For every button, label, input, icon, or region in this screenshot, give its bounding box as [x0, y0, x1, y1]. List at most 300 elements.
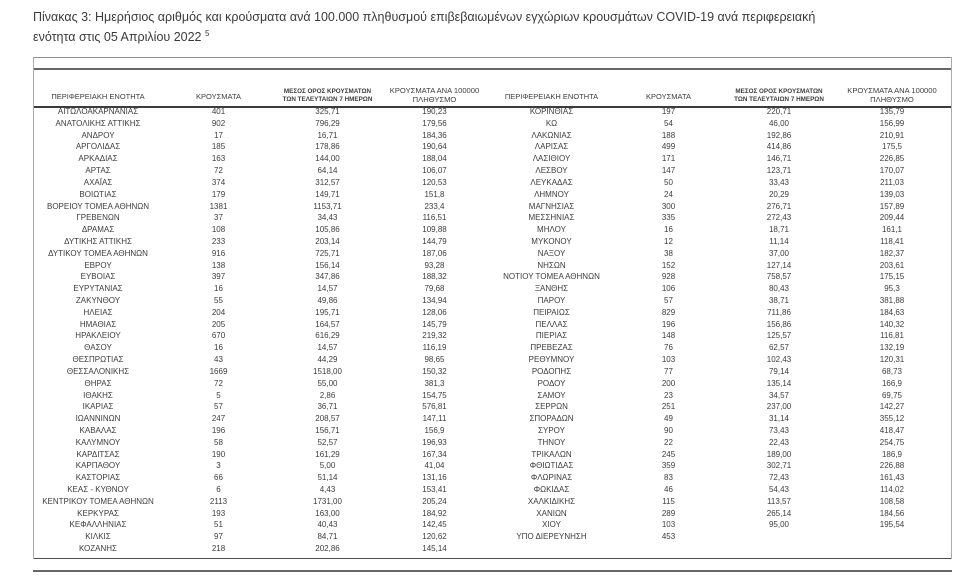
table-row	[35, 153, 490, 165]
region-cell: ΔΥΤΙΚΗΣ ΑΤΤΙΚΗΣ	[64, 236, 132, 246]
per100k-cell: 157,89	[879, 201, 905, 211]
region-cell: ΠΡΕΒΕΖΑΣ	[530, 343, 573, 353]
avg7-cell: 265,14	[766, 508, 792, 518]
cases-cell: 152	[661, 260, 676, 270]
avg7-cell: 1731,00	[313, 496, 342, 506]
table-bottom-thin-rule	[33, 558, 952, 559]
cases-cell: 72	[214, 378, 223, 388]
region-cell: ΧΙΟΥ	[542, 520, 561, 530]
region-cell: ΠΑΡΟΥ	[537, 296, 566, 305]
avg7-cell: 80,43	[768, 284, 790, 294]
cases-cell: 57	[214, 402, 223, 412]
table-right-border	[951, 57, 952, 559]
per100k-cell: 175,15	[879, 272, 905, 282]
per100k-cell: 116,81	[880, 331, 904, 341]
per100k-cell: 69,75	[881, 390, 903, 400]
cases-cell: 204	[211, 307, 226, 317]
table-row	[35, 201, 490, 213]
table-row	[35, 519, 490, 531]
per100k-cell: 166,9	[881, 378, 903, 388]
cases-cell: 16	[214, 284, 223, 294]
region-cell: ΠΕΙΡΑΙΩΣ	[533, 307, 570, 317]
region-cell: ΦΘΙΩΤΙΔΑΣ	[529, 461, 574, 471]
cases-cell: 108	[211, 225, 226, 235]
per100k-cell: 156,99	[879, 118, 905, 128]
region-cell: ΙΩΑΝΝΙΝΩΝ	[75, 414, 121, 424]
avg7-cell: 33,43	[768, 177, 790, 187]
per100k-cell: 179,56	[422, 118, 447, 128]
per100k-cell: 190,23	[422, 107, 447, 116]
avg7-cell: 302,71	[766, 461, 792, 471]
table-row	[490, 330, 950, 342]
cases-cell: 359	[661, 461, 676, 471]
table-bottom-thick-rule	[33, 570, 952, 572]
table-row	[490, 531, 950, 543]
region-cell: ΧΑΛΚΙΔΙΚΗΣ	[527, 496, 576, 506]
avg7-cell: 202,86	[315, 544, 340, 554]
per100k-cell: 381,3	[424, 378, 445, 388]
per100k-cell: 142,45	[422, 520, 447, 530]
cases-cell: 90	[664, 425, 673, 435]
table-row	[35, 496, 490, 508]
region-cell: ΝΟΤΙΟΥ ΤΟΜΕΑ ΑΘΗΝΩΝ	[503, 272, 600, 282]
table-row	[35, 330, 490, 342]
cases-cell: 829	[661, 307, 676, 317]
region-cell: ΧΑΝΙΩΝ	[536, 508, 567, 518]
cases-cell: 3	[216, 461, 221, 471]
cases-cell: 37	[214, 213, 223, 223]
per100k-cell: 132,19	[879, 343, 905, 353]
per100k-cell: 187,06	[422, 248, 447, 258]
table-row	[35, 165, 490, 177]
table-row	[35, 212, 490, 224]
header-region: ΠΕΡΙΦΕΡΕΙΑΚΗ ΕΝΟΤΗΤΑ	[51, 92, 145, 101]
avg7-cell: 46,00	[768, 118, 790, 128]
cases-cell: 2113	[209, 496, 228, 506]
table-row	[490, 366, 950, 378]
table-row	[35, 401, 490, 413]
per100k-cell: 184,36	[422, 130, 447, 140]
cases-cell: 499	[661, 142, 676, 152]
table-row	[35, 449, 490, 461]
data-table	[33, 57, 952, 573]
avg7-cell: 16,71	[317, 130, 338, 140]
per100k-cell	[834, 531, 950, 543]
table-row	[490, 437, 950, 449]
avg7-cell: 758,57	[766, 272, 792, 282]
region-cell: ΕΥΡΥΤΑΝΙΑΣ	[73, 284, 123, 294]
avg7-cell: 189,00	[766, 449, 792, 459]
cases-cell: 103	[661, 520, 676, 530]
table-row	[490, 271, 950, 283]
table-row	[490, 260, 950, 272]
avg7-cell: 11,14	[769, 236, 789, 246]
table-row	[490, 390, 950, 402]
header-avg7: ΜΕΣΟΣ ΟΡΟΣ ΚΡΟΥΣΜΑΤΩΝ ΤΩΝ ΤΕΛΕΥΤΑΙΩΝ 7 ΗΜΕΡΩΝ	[734, 88, 824, 104]
page-title-line1: Πίνακας 3: Ημερήσιος αριθμός και κρούσματα ανά 100.000 πληθυσμού επιβεβαιωμένων εγχώριων κρουσμάτων COVID-19 ανά περιφερειακή	[33, 10, 816, 24]
table-row	[35, 319, 490, 331]
avg7-cell: 34,43	[317, 213, 338, 223]
table-row	[490, 165, 950, 177]
table-row	[35, 390, 490, 402]
cases-cell: 76	[664, 343, 673, 353]
table-row	[35, 437, 490, 449]
cases-cell: 106	[661, 284, 676, 294]
table-row	[490, 342, 950, 354]
table-row	[35, 378, 490, 390]
avg7-cell: 1518,00	[313, 366, 342, 376]
region-cell: ΜΗΛΟΥ	[537, 225, 566, 235]
table-row	[35, 271, 490, 283]
table-row	[490, 212, 950, 224]
cases-cell: 188	[661, 130, 676, 140]
per100k-cell: 190,64	[422, 142, 447, 152]
per100k-cell: 114,02	[880, 485, 904, 494]
per100k-cell: 205,24	[422, 496, 447, 506]
table-row	[490, 248, 950, 260]
table-row	[490, 130, 950, 142]
per100k-cell: 381,88	[879, 296, 905, 305]
header-cases: ΚΡΟΥΣΜΑΤΑ	[646, 92, 691, 101]
per100k-cell: 144,79	[422, 236, 447, 246]
cases-cell: 916	[211, 248, 226, 258]
avg7-cell: 62,57	[768, 343, 790, 353]
avg7-cell: 725,71	[315, 248, 340, 258]
per100k-cell: 147,11	[422, 414, 447, 424]
header-per100k: ΚΡΟΥΣΜΑΤΑ ΑΝΑ 100000 ΠΛΗΘΥΣΜΟ	[847, 85, 937, 104]
cases-cell: 179	[211, 189, 226, 199]
cases-cell: 5	[216, 390, 221, 400]
table-row	[490, 118, 950, 130]
cases-cell: 6	[216, 485, 221, 494]
avg7-cell: 2,86	[319, 390, 336, 400]
per100k-cell: 156,9	[424, 425, 445, 435]
cases-cell: 670	[211, 331, 226, 341]
cases-cell: 453	[661, 532, 676, 542]
region-cell: ΝΑΞΟΥ	[537, 248, 566, 258]
region-cell: ΚΑΒΑΛΑΣ	[79, 425, 117, 435]
table-row	[35, 366, 490, 378]
table-row	[35, 342, 490, 354]
cases-cell: 196	[661, 319, 676, 329]
cases-cell: 251	[661, 402, 676, 412]
region-cell: ΙΘΑΚΗΣ	[83, 390, 113, 400]
avg7-cell: 203,14	[315, 236, 340, 246]
avg7-cell: 135,14	[766, 378, 792, 388]
per100k-cell: 182,37	[879, 248, 905, 258]
table-row	[490, 378, 950, 390]
cases-cell: 218	[211, 544, 226, 554]
per100k-cell: 95,3	[884, 284, 900, 294]
cases-cell: 12	[664, 236, 673, 246]
avg7-cell: 312,57	[315, 177, 340, 187]
per100k-cell: 134,94	[422, 296, 447, 305]
region-cell: ΜΕΣΣΗΝΙΑΣ	[528, 213, 575, 223]
table-row	[35, 354, 490, 366]
table-row	[35, 189, 490, 201]
region-cell: ΖΑΚΥΝΘΟΥ	[75, 296, 121, 305]
table-row	[35, 295, 490, 307]
table-row	[35, 260, 490, 272]
per100k-cell: 418,47	[879, 425, 905, 435]
cases-cell: 245	[661, 449, 676, 459]
avg7-cell: 414,86	[766, 142, 792, 152]
per100k-cell: 203,61	[879, 260, 905, 270]
region-cell: ΠΕΛΛΑΣ	[535, 319, 568, 329]
region-cell: ΣΑΜΟΥ	[537, 390, 566, 400]
page-title-line2: ενότητα στις 05 Απριλίου 2022	[33, 30, 202, 44]
avg7-cell: 14,57	[317, 343, 338, 353]
table-row	[490, 283, 950, 295]
left-header-row	[35, 71, 490, 106]
table-row	[490, 141, 950, 153]
avg7-cell: 237,00	[766, 402, 792, 412]
cases-cell: 335	[661, 213, 676, 223]
per100k-cell: 184,56	[879, 508, 905, 518]
header-cases: ΚΡΟΥΣΜΑΤΑ	[196, 92, 241, 101]
cases-cell: 22	[664, 437, 673, 447]
avg7-cell: 54,43	[768, 485, 790, 494]
region-cell: ΡΟΔΟΥ	[537, 378, 566, 388]
avg7-cell: 796,29	[315, 118, 340, 128]
avg7-cell: 144,00	[315, 154, 340, 164]
avg7-cell: 40,43	[317, 520, 338, 530]
avg7-cell: 84,71	[317, 532, 338, 542]
avg7-cell: 5,00	[319, 461, 336, 471]
table-row	[490, 224, 950, 236]
cases-cell: 16	[214, 343, 223, 353]
table-row	[35, 531, 490, 543]
per100k-cell: 79,68	[424, 284, 445, 294]
table-row	[490, 519, 950, 531]
avg7-cell: 44,29	[317, 355, 338, 365]
table-row	[490, 425, 950, 437]
avg7-cell: 123,71	[766, 166, 792, 176]
cases-cell: 190	[211, 449, 226, 459]
cases-cell: 51	[214, 520, 223, 530]
cases-cell: 43	[214, 355, 223, 365]
region-cell: ΛΑΣΙΘΙΟΥ	[532, 154, 571, 164]
region-cell: ΣΠΟΡΑΔΩΝ	[529, 414, 574, 424]
per100k-cell: 186,9	[881, 449, 903, 459]
per100k-cell: 116,51	[422, 213, 447, 223]
per100k-cell: 41,04	[424, 461, 445, 471]
table-row	[490, 413, 950, 425]
avg7-cell: 272,43	[766, 213, 792, 223]
cases-cell: 233	[211, 236, 226, 246]
region-cell: ΕΥΒΟΙΑΣ	[80, 272, 116, 282]
region-cell: ΦΩΚΙΔΑΣ	[533, 485, 570, 494]
avg7-cell: 20,29	[768, 189, 790, 199]
cases-cell: 147	[661, 166, 676, 176]
table-row	[35, 177, 490, 189]
table-row	[35, 248, 490, 260]
per100k-cell: 131,16	[422, 473, 447, 483]
cases-cell: 97	[214, 532, 223, 542]
cases-cell: 46	[664, 485, 673, 494]
per100k-cell: 226,88	[879, 461, 905, 471]
region-cell: ΔΥΤΙΚΟΥ ΤΟΜΕΑ ΑΘΗΝΩΝ	[48, 248, 148, 258]
region-cell: ΚΑΛΥΜΝΟΥ	[75, 437, 121, 447]
table-row	[490, 319, 950, 331]
region-cell: ΜΥΚΟΝΟΥ	[531, 236, 572, 246]
avg7-cell: 34,57	[768, 390, 790, 400]
table-row	[35, 543, 490, 555]
per100k-cell: 135,79	[879, 107, 905, 116]
avg7-cell: 276,71	[766, 201, 792, 211]
table-row	[490, 401, 950, 413]
per100k-cell: 184,63	[879, 307, 905, 317]
table-row	[35, 472, 490, 484]
cases-cell: 1381	[209, 201, 228, 211]
avg7-cell	[724, 531, 834, 543]
table-row	[490, 295, 950, 307]
region-cell: ΗΛΕΙΑΣ	[83, 307, 113, 317]
region-cell: ΘΑΣΟΥ	[84, 343, 112, 353]
per100k-cell: 161,43	[879, 473, 905, 483]
per100k-cell: 120,31	[879, 355, 905, 365]
avg7-cell: 127,14	[766, 260, 792, 270]
per100k-cell: 355,12	[879, 414, 905, 424]
per100k-cell: 116,19	[422, 343, 447, 353]
avg7-cell: 49,86	[317, 296, 338, 305]
per100k-cell: 109,88	[422, 225, 447, 235]
per100k-cell: 120,62	[422, 532, 447, 542]
table-row	[35, 118, 490, 130]
region-cell: ΜΑΓΝΗΣΙΑΣ	[528, 201, 575, 211]
cases-cell: 171	[661, 154, 676, 164]
avg7-cell: 64,14	[317, 166, 338, 176]
per100k-cell: 108,58	[879, 496, 905, 506]
avg7-cell: 31,14	[768, 414, 790, 424]
avg7-cell: 4,43	[319, 485, 336, 494]
cases-cell: 54	[664, 118, 673, 128]
region-cell: ΡΟΔΟΠΗΣ	[531, 366, 572, 376]
table-row	[490, 508, 950, 520]
region-cell: ΒΟΙΩΤΙΑΣ	[79, 189, 117, 199]
table-row	[490, 201, 950, 213]
cases-cell: 16	[664, 225, 673, 235]
per100k-cell: 161,1	[881, 225, 903, 235]
per100k-cell: 209,44	[879, 213, 905, 223]
per100k-cell: 145,14	[422, 544, 447, 554]
avg7-cell: 72,43	[768, 473, 790, 483]
region-cell: ΑΝΑΤΟΛΙΚΗΣ ΑΤΤΙΚΗΣ	[55, 118, 141, 128]
table-row	[490, 449, 950, 461]
region-cell: ΚΟΡΙΝΘΙΑΣ	[529, 107, 574, 116]
header-region: ΠΕΡΙΦΕΡΕΙΑΚΗ ΕΝΟΤΗΤΑ	[504, 92, 599, 101]
region-cell: ΔΡΑΜΑΣ	[81, 225, 115, 235]
per100k-cell: 188,32	[422, 272, 447, 282]
header-avg7: ΜΕΣΟΣ ΟΡΟΣ ΚΡΟΥΣΜΑΤΩΝ ΤΩΝ ΤΕΛΕΥΤΑΙΩΝ 7 ΗΜΕΡΩΝ	[282, 88, 373, 104]
per100k-cell: 196,93	[422, 437, 447, 447]
table-row	[35, 307, 490, 319]
cases-cell: 928	[661, 272, 676, 282]
avg7-cell: 52,57	[317, 437, 338, 447]
cases-cell: 55	[214, 296, 223, 305]
avg7-cell: 22,43	[768, 437, 790, 447]
avg7-cell: 37,00	[768, 248, 790, 258]
per100k-cell: 150,32	[422, 366, 447, 376]
region-cell: ΛΕΥΚΑΔΑΣ	[530, 177, 573, 187]
table-row	[490, 472, 950, 484]
region-cell: ΓΡΕΒΕΝΩΝ	[76, 213, 120, 223]
avg7-cell: 163,00	[315, 508, 340, 518]
region-cell: ΗΜΑΘΙΑΣ	[79, 319, 117, 329]
region-cell: ΤΡΙΚΑΛΩΝ	[531, 449, 572, 459]
avg7-cell: 102,43	[766, 355, 792, 365]
table-row	[35, 236, 490, 248]
per100k-cell: 128,06	[422, 307, 447, 317]
per100k-cell: 145,79	[422, 319, 447, 329]
region-cell: ΙΚΑΡΙΑΣ	[82, 402, 114, 412]
region-cell: ΑΝΔΡΟΥ	[81, 130, 115, 140]
cases-cell: 23	[664, 390, 673, 400]
per100k-cell: 98,65	[424, 355, 445, 365]
region-cell: ΒΟΡΕΙΟΥ ΤΟΜΕΑ ΑΘΗΝΩΝ	[46, 201, 150, 211]
table-top-thin-rule	[33, 57, 952, 58]
cases-cell: 38	[664, 248, 673, 258]
per100k-cell: 142,27	[879, 402, 905, 412]
cases-cell: 200	[661, 378, 676, 388]
cases-cell: 902	[211, 118, 226, 128]
cases-cell: 66	[214, 473, 223, 483]
region-cell: ΚΑΡΔΙΤΣΑΣ	[76, 449, 120, 459]
region-cell: ΑΙΤΩΛΟΑΚΑΡΝΑΝΙΑΣ	[57, 107, 139, 116]
table-row	[490, 307, 950, 319]
region-cell: ΞΑΝΘΗΣ	[534, 284, 569, 294]
per100k-cell: 210,91	[879, 130, 905, 140]
table-row	[35, 508, 490, 520]
avg7-cell: 208,57	[315, 414, 340, 424]
avg7-cell: 347,86	[315, 272, 340, 282]
region-cell: ΚΕΡΚΥΡΑΣ	[77, 508, 119, 518]
cases-cell: 197	[661, 107, 676, 116]
cases-cell: 24	[664, 189, 673, 199]
avg7-cell: 192,86	[766, 130, 792, 140]
right-table	[490, 71, 950, 543]
table-row	[35, 283, 490, 295]
cases-cell: 77	[664, 366, 673, 376]
region-cell: ΝΗΣΩΝ	[537, 260, 566, 270]
cases-cell: 374	[211, 177, 226, 187]
avg7-cell: 146,71	[766, 154, 792, 164]
table-row	[490, 153, 950, 165]
table-row	[35, 484, 490, 496]
avg7-cell: 156,86	[766, 319, 792, 329]
cases-cell: 193	[211, 508, 226, 518]
region-cell: ΘΗΡΑΣ	[84, 378, 112, 388]
per100k-cell: 93,28	[424, 260, 445, 270]
region-cell: ΕΒΡΟΥ	[84, 260, 112, 270]
region-cell: ΚΩ	[545, 118, 558, 128]
table-row	[35, 460, 490, 472]
avg7-cell: 14,57	[317, 284, 338, 294]
table-row	[35, 413, 490, 425]
table-row	[490, 177, 950, 189]
region-cell: ΚΕΦΑΛΛΗΝΙΑΣ	[69, 520, 127, 530]
region-cell: ΘΕΣΠΡΩΤΙΑΣ	[72, 355, 124, 365]
per100k-cell: 188,04	[422, 154, 447, 164]
avg7-cell: 156,14	[315, 260, 340, 270]
cases-cell: 247	[211, 414, 226, 424]
table-row	[35, 224, 490, 236]
cases-cell: 1669	[209, 366, 228, 376]
region-cell: ΡΕΘΥΜΝΟΥ	[528, 355, 575, 365]
per100k-cell: 233,4	[424, 201, 445, 211]
table-row	[35, 130, 490, 142]
table-row	[490, 189, 950, 201]
